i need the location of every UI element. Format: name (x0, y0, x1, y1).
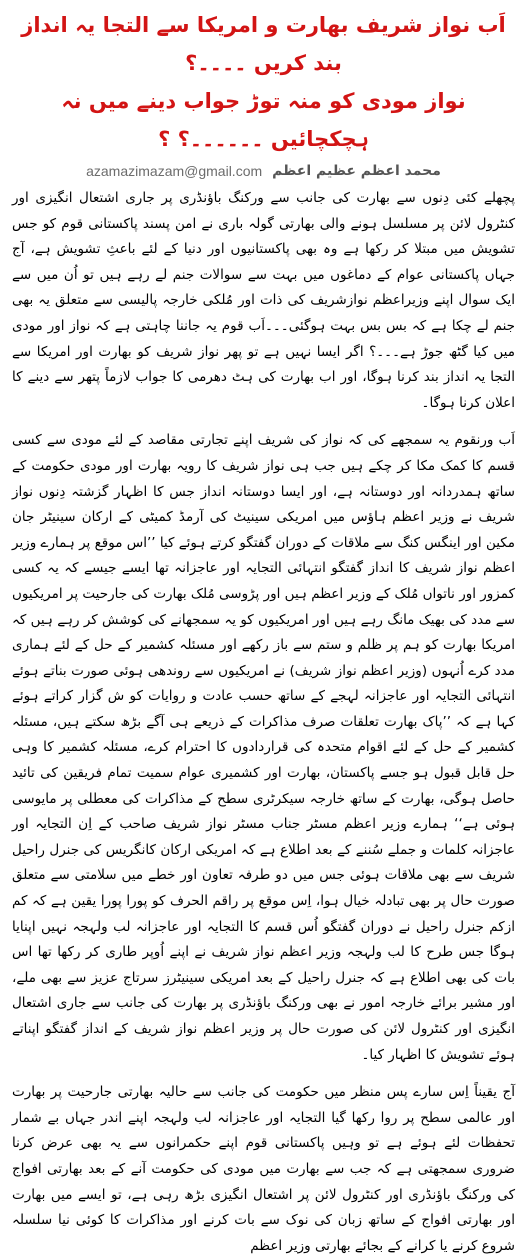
byline (12, 162, 515, 180)
body-paragraph-3: آج یقیناً اِس سارے پس منظر میں حکومت کی جانب سے حالیہ بھارتی جارحیت پر بھارت اور عالمی سطح پر روا رکھا گیا التجایہ اور عاجزانہ لب ولہجہ اپنے اندر جہاں بے شمار تحفظات لئے ہوئے ہے تو وہیں پاکستانی قوم اپنے حکمرانوں سے یہ بھی عرض کرنا ضروری سمجھتی ہے کہ جب سے بھارت میں مودی کی حکومت آنے کے بعد بھارتی افواج کی ورکنگ باؤنڈری اور کنٹرول لائن پر اشتعال انگیزی بڑھ رہی ہے، تو ایسے میں بھارت اور بھارتی افواج کے ساتھ زبان کی نوک سے بات کرنے اور مذاکرات کا کوئی نیا سلسلہ شروع کرنے یا کرانے کے بجائے بھارتی وزیر اعظم (12, 1084, 515, 1254)
body-paragraph-2: اَب ورنقوم یہ سمجھے کی کہ نواز کی شریف اپنے تجارتی مقاصد کے لئے مودی سے کسی قسم کا کمک مکا کر چکے ہیں جب ہی نواز شریف کا رویہ بھارت اور مودی حکومت کے ساتھ ہمدردانہ اور دوستانہ ہے، اور ایسا دوستانہ انداز جس کا اظہار گزشتہ دِنوں نواز شریف نے وزیر اعظم ہاؤس میں امریکی سینیٹ کی آرمڈ کمیٹی کے ارکان سینیٹر جان مکین اور اینگس کنگ سے ملاقات کے دوران گفتگو کرتے ہوئے کیا ’’اس موقع پر ہمارے وزیر اعظم نواز شریف کا انداز گفتگو انتہائی التجایہ اور عاجزانہ تھا ایسے جیسے کہ یہ کسی کمزور اور ناتواں مُلک کے وزیر اعظم ہیں اور پڑوسی مُلک بھارت کی جارحیت پر امریکیوں سے مدد کی بھیک مانگ رہے ہیں اور امریکیوں کو یہ سمجھانے کی کوشش کر رہے ہیں کہ امریکا بھارت کو ہم پر ظلم و ستم سے باز رکھے اور مسئلہ کشمیر کے حل کے لئے ہماری مدد کرے اُنہوں (وزیر اعظم نواز شریف) نے امریکیوں سے روندھی ہوئی صورت بناتے ہوئے انتہائی التجایہ اور عاجزانہ لہجے کے ساتھ حسب عادت و روایات کو ش گزار کراتے ہوئے کہا ہے کہ ’’پاک بھارت تعلقات صرف مذاکرات کے ذریعے ہی آگے بڑھ سکتے ہیں، مسئلہ کشمیر کے حل کے لئے اقوام متحدہ کی قراردادوں کا احترام کرے، مسئلہ کشمیر کا وہی حل قابل قبول ہو جسے پاکستان، بھارت اور کشمیری عوام سمیت تمام فریقین کی تائید حاصل ہوگی، بھارت کے ساتھ خارجہ سیکرٹری سطح کے مذاکرات کی معطلی پر مایوسی ہوئی ہے‘‘ ہمارے وزیر اعظم مسٹر جناب مسٹر نواز شریف صاحب کے اِن التجایہ اور عاجزانہ کلمات و جملے سُننے کے بعد اطلاع ہے کہ امریکی ارکان کانگریس کی جنرل راحیل شریف سے بھی ملاقات ہوئی جس میں دو طرفہ تعاون اور خطے میں سلامتی سے متعلق صورت حال پر بھی تبادلہ خیال ہوا، اِس موقع پر راقم الحرف کو پورا پورا یقین ہے کہ کم ازکم جنرل راحیل نے دوران گفتگو اُس قسم کا التجایہ اور عاجزانہ لب ولہجہ نہیں اپنایا ہوگا جس طرح کا لب ولہجہ وزیر اعظم نواز شریف نے اپنے اُوپر طاری کر رکھا تھا اس بات کی بھی اطلاع ہے کہ جنرل راحیل کے بعد امریکی سینیٹرز سرتاج عزیز سے بھی ملے، اور مشیر برائے خارجہ امور نے بھی ورکنگ باؤنڈری پر بھارت کی جانب سے جاری اشتعال انگیزی اور کنٹرول لائن کی صورت حال پر وزیر اعظم نواز شریف کے انداز گفتگو اپناتے ہوئے تشویش کا اظہار کیا۔ (12, 432, 515, 1063)
author-name: محمد اعظم عظیم اعظم (272, 163, 441, 179)
headline-line-1: اَب نواز شریف بھارت و امریکا سے التجا یہ انداز بند کریں ۔۔۔۔؟ (21, 13, 506, 75)
headline-line-2: نواز مودی کو منہ توڑ جواب دینے میں نہ ہچکچائیں ۔۔۔۔۔۔؟ ؟ (61, 89, 466, 151)
author-email: azamazimazam@gmail.com (86, 163, 263, 179)
body-paragraph-1: پچھلے کئی دِنوں سے بھارت کی جانب سے ورکنگ باؤنڈری پر جاری اشتعال انگیزی اور کنٹرول لائن پر مسلسل ہونے والی بھارتی گولہ باری نے امن پسند پاکستانی قوم کو جس تشویش میں مبتلا کر رکھا ہے وہ بھی پاکستانیوں اور دنیا کے لئے باعثِ تشویش ہے، آج جہاں پاکستانی عوام کے دماغوں میں بہت سے سوالات جنم لے رہے ہیں تو اُن میں سے ایک سوال اپنے وزیراعظم نوازشریف کی ذات اور مُلکی خارجہ پالیسی سے متعلق یہ بھی جنم لے چکا ہے کہ بس بس بہت ہوگئی۔۔۔اَب قوم یہ جاننا چاہتی ہے کہ نواز اور مودی میں کیا گٹھ جوڑ ہے۔۔۔؟ اگر ایسا نہیں ہے تو پھر نواز شریف کو بھارت اور امریکا سے التجا یہ انداز بند کرنا ہوگا، اور اب بھارت کی ہٹ دھرمی کا جواب لازماً پتھر سے دینے کا اعلان کرنا ہوگا۔ (12, 190, 515, 411)
